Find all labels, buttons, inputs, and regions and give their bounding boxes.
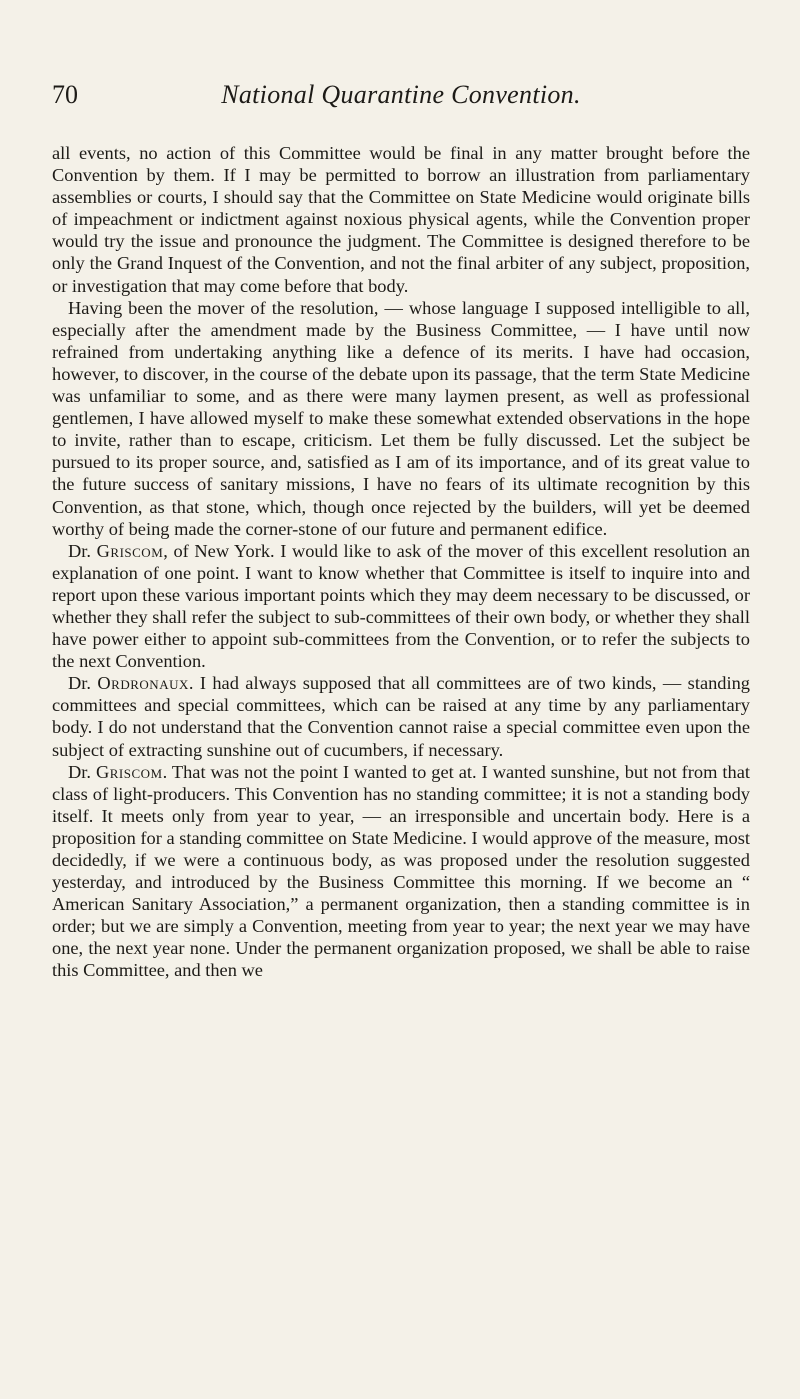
speaker-name: Ordronaux	[97, 673, 189, 694]
paragraph-text: . I had always supposed that all committees are of two kinds, — standing committees and special committees, which can be raised at any time by any parliamentary body. I do not understand that the Convention cannot raise a special committee even upon the subject of extracting sunshine out of cucumbers, if necessary.	[52, 673, 750, 760]
running-title: National Quarantine Convention.	[221, 80, 581, 109]
speaker-name: Griscom	[95, 761, 163, 782]
speaker-prefix: Dr.	[68, 540, 91, 561]
page-number: 70	[52, 80, 78, 109]
speaker-name: Griscom	[96, 540, 164, 561]
paragraph-text: . That was not the point I wanted to get at. I wanted sunshine, but not from that class of light-producers. This Convention has no standing committee; it is not a standing body itself. It meets only from year to year, — an irresponsible and uncertain body. Here is a proposition for a standing committee on State Medicine. I would approve of the measure, most decidedly, if we were a continuous body, as was proposed under the resolution suggested yesterday, and introduced by the Business Committee this morning. If we become an “ American Sanitary Association,” a permanent organization, then a standing committee is in order; but we are simply a Convention, meeting from year to year; the next year we may have one, the next year none. Under the permanent organization proposed, we shall be able to raise this Committee, and then we	[52, 761, 750, 981]
paragraph-text: , of New York. I would like to ask of the mover of this excellent resolution an explanation of one point. I want to know whether that Committee is itself to inquire into and report upon these various important points which they may deem necessary to be discussed, or whether they shall refer the subject to sub-committees of their own body, or whether they shall have power either to appoint sub-committees from the Convention, or to refer the subjects to the next Convention.	[52, 540, 750, 672]
paragraph	[52, 761, 750, 982]
paragraph-text: all events, no action of this Committee would be final in any matter brought before the Convention by them. If I may be permitted to borrow an illustration from parliamentary assemblies or courts, I should say that the Committee on State Medicine would originate bills of impeachment or indictment against noxious physical agents, while the Convention proper would try the issue and pronounce the judgment. The Committee is designed therefore to be only the Grand Inquest of the Convention, and not the final arbiter of any subject, proposition, or investigation that may come before that body.	[52, 143, 750, 296]
page-header	[52, 80, 750, 120]
speaker-prefix: Dr.	[68, 761, 91, 782]
body-text	[52, 142, 750, 982]
paragraph-text: Having been the mover of the resolution, — whose language I supposed intelligible to all, especially after the amendment made by the Business Committee, — I have until now refrained from undertaking anything like a defence of its merits. I have had occasion, however, to discover, in the course of the debate upon its passage, that the term State Medicine was unfamiliar to some, and as there were many laymen present, as well as professional gentlemen, I have allowed myself to make these somewhat extended observations in the hope to invite, rather than to escape, criticism. Let them be fully discussed. Let the subject be pursued to its proper source, and, satisfied as I am of its importance, and of its great value to the future success of sanitary missions, I have no fears of its ultimate recognition by this Convention, as that stone, which, though once rejected by the builders, will yet be deemed worthy of being made the corner-stone of our future and permanent edifice.	[52, 297, 750, 539]
paragraph	[52, 540, 750, 673]
speaker-prefix: Dr.	[68, 673, 91, 694]
paragraph	[52, 297, 750, 540]
paragraph	[52, 672, 750, 760]
paragraph	[52, 142, 750, 297]
